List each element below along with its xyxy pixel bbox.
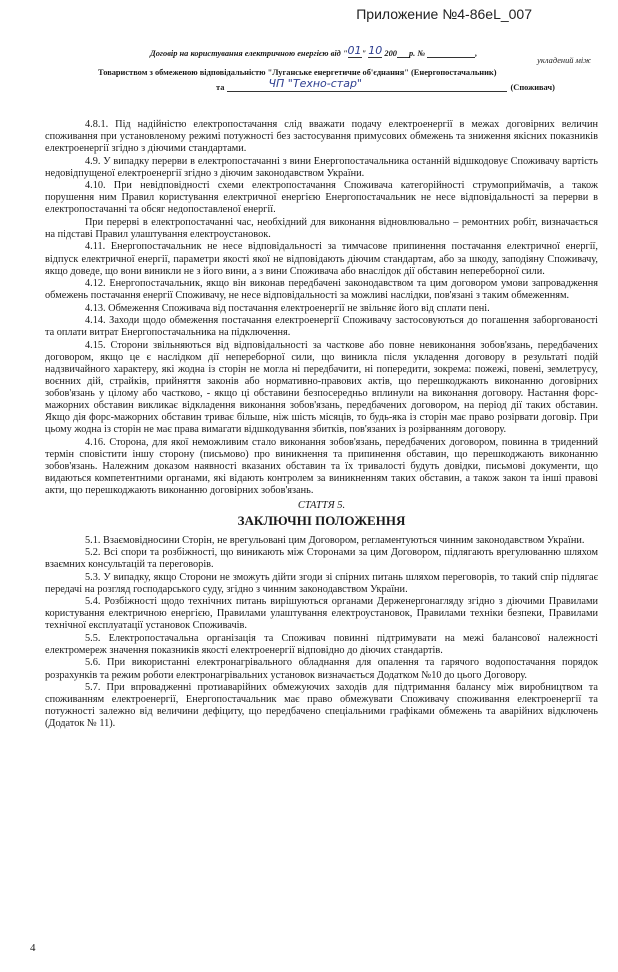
appendix-label: Приложение №4-86eL_007 xyxy=(356,6,532,22)
paragraph-5-1: 5.1. Взаємовідносини Сторін, не врегульовані цим Договором, регламентуються чинним законодавством України. xyxy=(85,534,585,546)
article-title: ЗАКЛЮЧНІ ПОЛОЖЕННЯ xyxy=(237,512,406,528)
paragraph-4-10-cont: При перерві в електропостачанні час, необхідний для виконання відновлювально – ремонтних робіт, визначається на підставі Правил улаштування електроустановок. xyxy=(45,216,598,240)
article-label: СТАТТЯ 5. xyxy=(297,499,346,511)
paragraph-5-4: 5.4. Розбіжності щодо технічних питань вирішуються органами Держенергонагляду згідно з діючими Правилами користування електричною енергією, Правилами улаштування електроустановок, Правилами техніки безпеки, Правилами технічної експлуатації установок Споживачів. xyxy=(45,596,598,632)
paragraph-4-9: 4.9. У випадку перерви в електропостачанні з вини Енергопостачальника останній відшкодовує Споживачу вартість недовідпущеної електроенергії згідно з діючим законодавством України. xyxy=(45,155,598,179)
paragraph-5-5: 5.5. Електропостачальна організація та Споживач повинні підтримувати на межі балансової належності електромереж значення показників якості електроенергії відповідно до діючих стандартів. xyxy=(45,632,598,656)
contract-header-line: Договір на користування електричною енергією від "01" 10 200 р. № , xyxy=(150,44,478,58)
consumer-name-handwritten: ЧП "Техно-стар" xyxy=(268,77,362,90)
consumer-role: (Споживач) xyxy=(510,83,555,92)
contract-day: 01 xyxy=(347,44,362,57)
contract-year: 200 xyxy=(382,49,397,58)
contract-prefix: Договір на користування електричною енергією від " xyxy=(150,49,348,58)
contract-year-suffix: р. № xyxy=(408,49,425,58)
paragraph-4-10: 4.10. При невідповідності схеми електропостачання Споживача категорійності струмоприймачів, а також порушення ним Правил користування електричної енергією Енергопостачальник не несе відповідальності за перерви в електропостачанні та обсяг недопоставленої енергії. xyxy=(45,180,598,216)
paragraph-4-16: 4.16. Сторона, для якої неможливим стало виконання зобов'язань, передбачених договором, повинна в триденний термін сповістити іншу сторону (письмово) про виникнення та припинення обставин, що перешкоджають виконанню зобов'язань. Належним доказом наявності вказаних обставин та їх тривалості будуть довідки, письмові документи, що видаються компетентними органами, які відають контролем за виникненням таких обставин, а також закон та інші правові акти, що перешкоджають виконанню договірних зобов'язань. xyxy=(45,436,598,496)
concluded-between: укладений між xyxy=(537,56,591,65)
consumer-line xyxy=(216,77,618,92)
and-label: та xyxy=(216,83,225,92)
paragraph-5-3: 5.3. У випадку, якщо Сторони не зможуть дійти згоди зі спірних питань шляхом переговорів, то такий спір підлягає передачі на розгляд господарського суду, згідно з чинним законодавством України. xyxy=(45,571,598,595)
paragraph-4-13: 4.13. Обмеження Споживача від постачання електроенергії не звільняє його від сплати пені. xyxy=(85,302,490,314)
paragraph-5-7: 5.7. При впровадженні протиаварійних обмежуючих заходів для підтримання балансу між виробництвом та споживанням електроенергії, Енергопостачальник має право обмежувати Споживачу споживання електроенергії та потужності залежно від величини дефіциту, що передбачено спеціальними графіками обмежень та аварійних відключень (Додаток № 11). xyxy=(45,682,598,730)
paragraph-4-11: 4.11. Енергопостачальник не несе відповідальності за тимчасове припинення постачання електричної енергії, відпуск електричної енергії, параметри якості якої не відповідають діючим стандартам, або за шкоду, заподіяну Споживачу, якщо доведе, що вони виникли не з його вини, а з вини Споживача або внаслідок дії обставин непереборної сили. xyxy=(45,241,598,277)
page-number: 4 xyxy=(30,942,36,954)
paragraph-4-15: 4.15. Сторони звільняються від відповідальності за часткове або повне невиконання зобов'язань, передбачених договором, якщо це є наслідком дії непереборної сили, що виникла після укладення договору в результаті подій надзвичайного характеру, які жодна із сторін не могла ні передбачити, ні попередити, зокрема: пожежі, повені, землетрусу, воєнних дій, страйків, прийняття законів або нормативно-правових актів, що перешкоджають виконанню договірних зобов'язань у цілому або частково, - якщо ці обставини безпосередньо вплинули на виконання договору. Настання форс-мажорних обставин викликає відкладення виконання зобов'язань, передбачених договором, на період дії таких обставин. Якщо дія форс-мажорних обставин триває більше, ніж шість місяців, то будь-яка із сторін має право розірвати договір. При цьому жодна із сторін не має права вимагати відшкодування збитків, пов'язаних із розірванням договору. xyxy=(45,339,598,436)
supplier-line: Товариством з обмеженою відповідальністю "Луганське енергетичне об'єднання" (Енергопостачальник) xyxy=(98,68,497,77)
document-body xyxy=(45,119,598,731)
paragraph-4-14: 4.14. Заходи щодо обмеження постачання електроенергії Споживачу застосовуються до погашення заборгованості та оплати витрат Енергопостачальника на підключення. xyxy=(45,315,598,339)
paragraph-4-12: 4.12. Енергопостачальник, якщо він виконав передбачені законодавством та цим договором умови запровадження обмежень постачання енергії Споживачу, не несе відповідальності за можливі наслідки, пов'язані з таким обмеженням. xyxy=(45,278,598,302)
paragraph-5-2: 5.2. Всі спори та розбіжності, що виникають між Сторонами за цим Договором, підлягають врегулюванню шляхом взаємних консультацій та переговорів. xyxy=(45,547,598,571)
contract-month-sep: " xyxy=(361,49,369,58)
contract-month: 10 xyxy=(368,44,383,57)
paragraph-4-8-1: 4.8.1. Під надійністю електропостачання слід вважати подачу електроенергії в межах договірних величин споживання при установленому режимі потужності без застосування примусових обмежень та зниження якісних показників електроенергії згідно з діючими стандартами. xyxy=(45,119,598,155)
paragraph-5-6: 5.6. При використанні електронагрівального обладнання для опалення та гарячого водопостачання порядок розрахунків та режим роботи електронагрівальних установок визначається Додатком №10 до цього Договору. xyxy=(45,657,598,681)
